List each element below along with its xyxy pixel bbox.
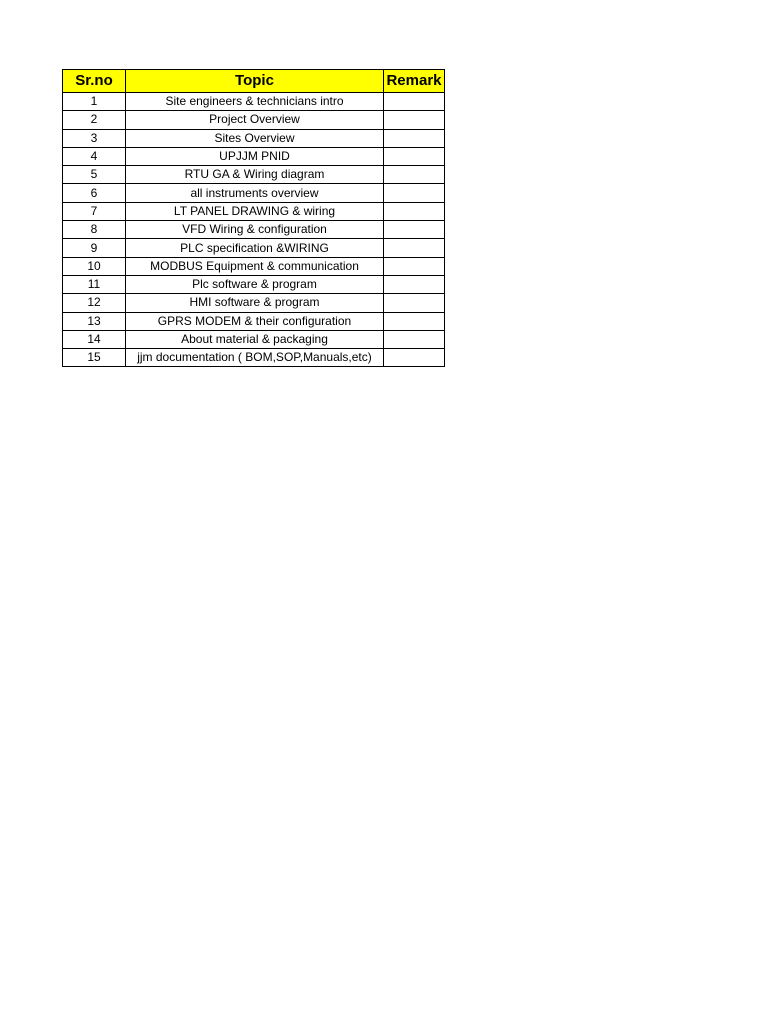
cell-remark [384, 184, 445, 202]
table-row [63, 330, 445, 348]
cell-sr-no: 2 [63, 111, 126, 129]
cell-topic: Sites Overview [126, 129, 384, 147]
cell-sr-no: 15 [63, 349, 126, 367]
table-row [63, 257, 445, 275]
table-row [63, 111, 445, 129]
cell-sr-no: 10 [63, 257, 126, 275]
table-row [63, 129, 445, 147]
cell-sr-no: 6 [63, 184, 126, 202]
table-header [63, 70, 445, 93]
cell-remark [384, 221, 445, 239]
cell-sr-no: 4 [63, 147, 126, 165]
cell-remark [384, 166, 445, 184]
cell-sr-no: 8 [63, 221, 126, 239]
cell-remark [384, 349, 445, 367]
header-topic: Topic [126, 70, 384, 93]
table-row [63, 184, 445, 202]
table-row [63, 147, 445, 165]
table-row [63, 294, 445, 312]
cell-sr-no: 11 [63, 275, 126, 293]
cell-remark [384, 93, 445, 111]
table-row [63, 239, 445, 257]
cell-remark [384, 147, 445, 165]
table-row [63, 202, 445, 220]
cell-remark [384, 202, 445, 220]
cell-topic: all instruments overview [126, 184, 384, 202]
table-row [63, 275, 445, 293]
cell-sr-no: 3 [63, 129, 126, 147]
header-sr-no: Sr.no [63, 70, 126, 93]
cell-topic: HMI software & program [126, 294, 384, 312]
cell-remark [384, 294, 445, 312]
cell-sr-no: 5 [63, 166, 126, 184]
cell-sr-no: 9 [63, 239, 126, 257]
cell-topic: RTU GA & Wiring diagram [126, 166, 384, 184]
cell-remark [384, 111, 445, 129]
cell-topic: LT PANEL DRAWING & wiring [126, 202, 384, 220]
table-row [63, 166, 445, 184]
topics-table [62, 69, 445, 367]
cell-topic: Site engineers & technicians intro [126, 93, 384, 111]
cell-remark [384, 257, 445, 275]
cell-topic: VFD Wiring & configuration [126, 221, 384, 239]
cell-topic: Project Overview [126, 111, 384, 129]
cell-remark [384, 239, 445, 257]
cell-remark [384, 330, 445, 348]
cell-topic: MODBUS Equipment & communication [126, 257, 384, 275]
cell-topic: About material & packaging [126, 330, 384, 348]
header-remark: Remark [384, 70, 445, 93]
cell-sr-no: 12 [63, 294, 126, 312]
cell-topic: GPRS MODEM & their configuration [126, 312, 384, 330]
cell-sr-no: 14 [63, 330, 126, 348]
cell-sr-no: 7 [63, 202, 126, 220]
table-row [63, 312, 445, 330]
cell-topic: Plc software & program [126, 275, 384, 293]
cell-topic: UPJJM PNID [126, 147, 384, 165]
cell-topic: jjm documentation ( BOM,SOP,Manuals,etc) [126, 349, 384, 367]
cell-sr-no: 13 [63, 312, 126, 330]
table-row [63, 93, 445, 111]
table-row [63, 221, 445, 239]
table-row [63, 349, 445, 367]
cell-topic: PLC specification &WIRING [126, 239, 384, 257]
cell-sr-no: 1 [63, 93, 126, 111]
header-row [63, 70, 445, 93]
table-body [63, 93, 445, 367]
cell-remark [384, 312, 445, 330]
cell-remark [384, 275, 445, 293]
cell-remark [384, 129, 445, 147]
